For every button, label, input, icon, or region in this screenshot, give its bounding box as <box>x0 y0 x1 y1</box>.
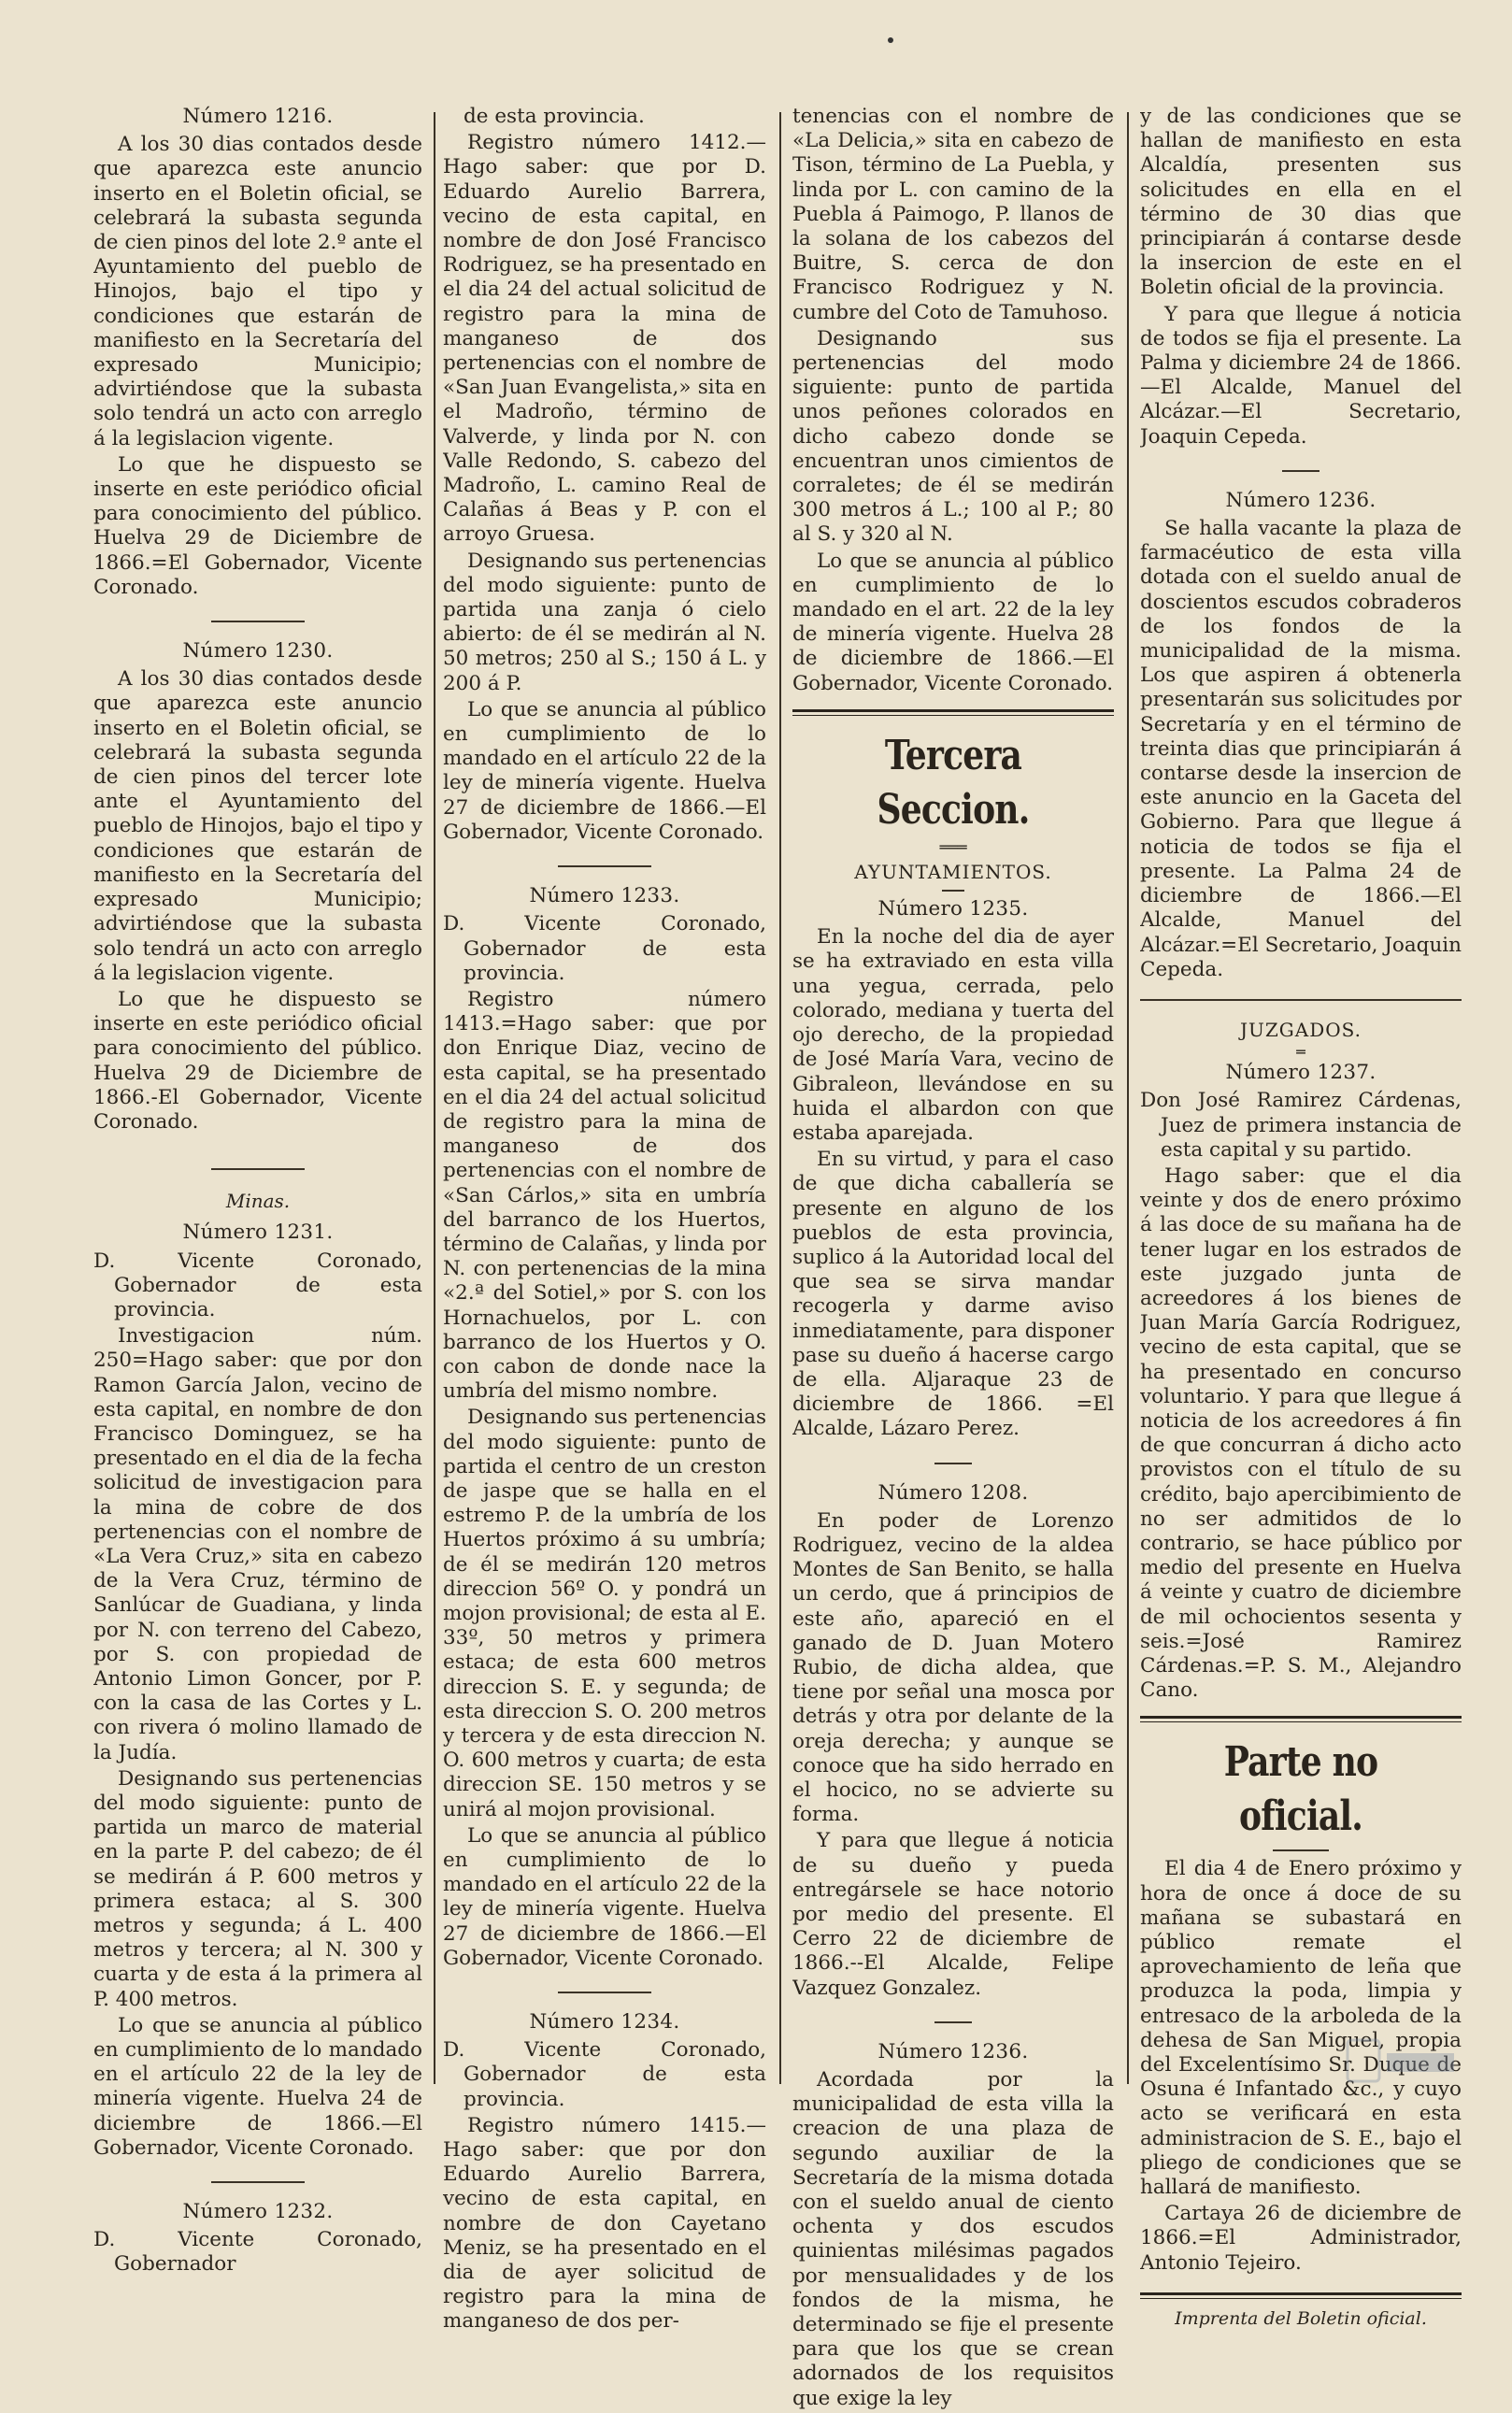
separator <box>211 2181 305 2183</box>
separator <box>942 890 964 892</box>
notice-number: Número 1230. <box>182 639 334 664</box>
ink-dot <box>888 37 893 43</box>
separator <box>934 1463 972 1464</box>
section-subheading: Minas. <box>225 1190 291 1213</box>
notice-paragraph: En la noche del dia de ayer se ha extraviado en esta villa una yegua, cerrada, pelo colorado, mediana y tuerta del ojo derecho, de la propiedad de José María Vara, vecino de Gibraleon, llevándose en su huida el albardon con que estaba aparejada. <box>792 925 1114 1145</box>
notice-heading: D. Vicente Coronado, Gobernador de esta provincia. <box>443 2038 766 2111</box>
column-2 <box>443 105 766 2336</box>
notice-number: Número 1237. <box>1225 1061 1376 1085</box>
notice-paragraph: Designando sus pertenencias del modo siguiente: punto de partida unos peñones colorados en dicho cabezo donde se encuentran unos cimientos de corraletes; de él se medirán 300 metros á L.; 100 al P.; 80 al S. y 320 al N. <box>792 326 1114 547</box>
notice-paragraph: A los 30 dias contados desde que aparezca este anuncio inserto en el Boletin oficial, se celebrará la subasta segunda de cien pinos del lote 2.º ante el Ayuntamiento del pueblo de Hinojos, bajo el tipo y condiciones que estarán de manifiesto en la Secretaría del expresado Municipio; advirtiéndose que la subasta solo tendrá un acto con arreglo á la legislacion vigente. <box>93 133 422 450</box>
notice-number: Número 1208. <box>877 1480 1029 1505</box>
ornament: ═══ <box>939 837 967 856</box>
notice-paragraph: Registro número 1413.=Hago saber: que por don Enrique Diaz, vecino de esta capital, se ha presentado en el dia 24 del actual solicitud de registro para la mina de manganeso de dos pertenencias con el nombre de «San Cárlos,» sita en umbría del barranco de los Huertos, término de Calañas, y linda por N. con pertenencias de la mina «2.ª del Sotiel,» por S. con los Hornachuelos, por L. con barranco de los Huertos y O. con cabon de donde nace la umbría del mismo nombre. <box>443 987 766 1404</box>
printer-footer: Imprenta del Boletin oficial. <box>1175 2307 1427 2329</box>
notice-number: Número 1234. <box>529 2010 680 2035</box>
separator <box>211 1168 305 1170</box>
double-rule <box>1140 1716 1462 1722</box>
notice-number: Número 1231. <box>182 1221 334 1245</box>
column-rule <box>1127 112 1129 2084</box>
section-subheading: AYUNTAMIENTOS. <box>854 860 1052 883</box>
notice-number: Número 1235. <box>877 897 1029 921</box>
notice-paragraph: Designando sus pertenencias del modo siguiente: punto de partida una zanja ó cielo abierto: de él se medirán al N. 50 metros; 250 al S.; 150 á L. y 200 á P. <box>443 549 766 695</box>
notice-paragraph: Lo que se anuncia al público en cumplimiento de lo mandado en el artículo 22 de la ley de minería vigente. Huelva 27 de diciembre de 1866.—El Gobernador, Vicente Coronado. <box>443 697 766 844</box>
notice-number: Número 1232. <box>182 2200 334 2224</box>
notice-number: Número 1236. <box>1225 488 1376 512</box>
notice-heading: D. Vicente Coronado, Gobernador <box>93 2228 422 2277</box>
column-4 <box>1140 105 1462 2331</box>
notice-paragraph: Investigacion núm. 250=Hago saber: que por don Ramon García Jalon, vecino de esta capital, en nombre de don Francisco Dominguez, se ha presentado en el dia de la fecha solicitud de investigacion para la mina de cobre de dos pertenencias con el nombre de «La Vera Cruz,» sita en cabezo de la Vera Cruz, término de Sanlúcar de Guadiana, y linda por N. con terreno del Cabezo, por S. con propiedad de Antonio Limon Goncer, por P. con la casa de las Cortes y L. con rivera ó molino llamado de la Judía. <box>93 1324 422 1764</box>
separator <box>1282 470 1319 472</box>
column-3 <box>792 105 1114 2413</box>
notice-heading: de esta provincia. <box>464 105 645 128</box>
notice-paragraph: tenencias con el nombre de «La Delicia,» sita en cabezo de Tison, término de La Puebla, y linda por L. con camino de la Puebla á Paimogo, P. llanos de la solana de los cabezos del Buitre, S. cerca de don Francisco Rodriguez y N. cumbre del Coto de Tamuhoso. <box>792 105 1114 324</box>
double-rule <box>792 709 1114 716</box>
notice-number: Número 1236. <box>877 2039 1029 2063</box>
notice-paragraph: Cartaya 26 de diciembre de 1866.=El Administrador, Antonio Tejeiro. <box>1140 2202 1462 2275</box>
notice-paragraph: Lo que he dispuesto se inserte en este periódico oficial para conocimiento del público. Huelva 29 de Diciembre de 1866.=El Gobernador, Vicente Coronado. <box>93 452 422 599</box>
notice-paragraph: Y para que llegue á noticia de su dueño y pueda entregársele se hace notorio por medio del presente. El Cerro 22 de diciembre de 1866.--El Alcalde, Felipe Vazquez Gonzalez. <box>792 1829 1114 2000</box>
notice-paragraph: Se halla vacante la plaza de farmacéutico de esta villa dotada con el sueldo anual de doscientos escudos cobraderos de los fondos de la municipalidad de la misma. Los que aspiren á obtenerla presentarán sus solicitudes por Secretaría y en el término de treinta dias que principiarán á contarse desde la insercion de este anuncio en la Gaceta del Gobierno. Para que llegue á noticia de todos se fija el presente. La Palma 24 de diciembre de 1866.—El Alcalde, Manuel del Alcázar.=El Secretario, Joaquin Cepeda. <box>1140 517 1462 981</box>
notice-paragraph: Lo que se anuncia al público en cumplimiento de lo mandado en el art. 22 de la ley de minería vigente. Huelva 28 de diciembre de 1866.—El Gobernador, Vicente Coronado. <box>792 549 1114 695</box>
watermark-emblem <box>1346 2033 1458 2089</box>
notice-paragraph: El dia 4 de Enero próximo y hora de once á doce de su mañana se subastará en público remate el aprovechamiento de leña que produzca la poda, limpia y entresaco de la arboleda de la dehesa de San Miguel, propia del Excelentísimo Sr. Duque de Osuna é Infantado &c., y cuyo acto se verificará en esta administracion de S. E., bajo el pliego de condiciones que se hallará de manifiesto. <box>1140 1857 1462 2200</box>
notice-paragraph: Y para que llegue á noticia de todos se fija el presente. La Palma y diciembre 24 de 1866.—El Alcalde, Manuel del Alcázar.—El Secretario, Joaquin Cepeda. <box>1140 302 1462 449</box>
notice-paragraph: Lo que he dispuesto se inserte en este periódico oficial para conocimiento del público. Huelva 29 de Diciembre de 1866.-El Gobernador, Vicente Coronado. <box>93 987 422 1134</box>
notice-paragraph: y de las condiciones que se hallan de manifiesto en esta Alcaldía, presenten sus solicitudes en ella en el término de 30 dias que principiarán á contarse desde la insercion de este en el Boletin oficial de la provincia. <box>1140 105 1462 300</box>
notice-number: Número 1233. <box>529 884 680 908</box>
column-rule <box>434 112 435 2084</box>
notice-paragraph: Designando sus pertenencias del modo siguiente: punto de partida el centro de un creston de jaspe que se halla en el estremo P. de la umbría de los Huertos próximo á su umbría; de él se medirán 120 metros direccion 56º O. y pondrá un mojon provisional; de esta al E. 33º, 50 metros y primera estaca; de esta 600 metros direccion S. E. y segunda; de esta direccion S. O. 200 metros y tercera y de esta direccion N. O. 600 metros y cuarta; de esta direccion SE. 150 metros y se unirá al mojon provisional. <box>443 1406 766 1821</box>
notice-paragraph: Acordada por la municipalidad de esta villa la creacion de una plaza de segundo auxiliar de la Secretaría de la misma dotada con el sueldo anual de ciento ochenta y dos escudos quinientas milésimas pagados por mensualidades y de los fondos de la misma, he determinado se fije el presente para que los que se crean adornados de los requisitos que exige la ley <box>792 2068 1114 2410</box>
notice-paragraph: Lo que se anuncia al público en cumplimiento de lo mandado en el artículo 22 de la ley de minería vigente. Huelva 24 de diciembre de 1866.—El Gobernador, Vicente Coronado. <box>93 2013 422 2160</box>
separator <box>1273 1849 1329 1851</box>
separator <box>558 865 651 867</box>
notice-heading: D. Vicente Coronado, Gobernador de esta provincia. <box>443 912 766 985</box>
column-1 <box>93 103 422 2279</box>
notice-heading: Don José Ramirez Cárdenas, Juez de primera instancia de esta capital y su partido. <box>1140 1089 1462 1162</box>
notice-paragraph: En poder de Lorenzo Rodriguez, vecino de la aldea Montes de San Benito, se halla un cerdo, que á principios de este año, apareció en el ganado de D. Juan Motero Rubio, de dicha aldea, que tiene por señal una mosca por detrás y otra por delante de la oreja derecha; y aunque se conoce que ha sido herrado en el hocico, no se advierte su forma. <box>792 1508 1114 1827</box>
notice-paragraph: En su virtud, y para el caso de que dicha caballería se presente en alguno de los pueblos de esta provincia, suplico á la Autoridad local del que sea se sirva mandar recogerla y darme aviso inmediatamente, para disponer pase su dueño á hacerse cargo de ella. Aljaraque 23 de diciembre de 1866. =El Alcalde, Lázaro Perez. <box>792 1148 1114 1441</box>
notice-paragraph: Registro número 1412.—Hago saber: que por D. Eduardo Aurelio Barrera, vecino de esta capital, en nombre de don José Francisco Rodriguez, se ha presentado en el dia 24 del actual solicitud de registro para la mina de manganeso de dos pertenencias con el nombre de «San Juan Evangelista,» sita en el Madroño, término de Valverde, y linda por N. con Valle Redondo, S. cabezo del Madroño, L. camino Real de Calañas á Beas y P. con el arroyo Gruesa. <box>443 131 766 547</box>
separator <box>934 2021 972 2023</box>
double-rule <box>1140 2292 1462 2299</box>
section-subheading: JUZGADOS. <box>1240 1018 1362 1041</box>
notice-paragraph: A los 30 dias contados desde que aparezca este anuncio inserto en el Boletin oficial, se celebrará la subasta segunda de cien pinos del tercer lote ante el Ayuntamiento del pueblo de Hinojos, bajo el tipo y condiciones que estarán de manifiesto en la Secretaría del expresado Municipio; advirtiéndose que la subasta solo tendrá un acto con arreglo á la legislacion vigente. <box>93 667 422 985</box>
section-title: Parte no oficial. <box>1223 1738 1378 1841</box>
notice-number: Número 1216. <box>182 105 334 128</box>
section-title: Tercera Seccion. <box>877 731 1030 834</box>
notice-paragraph: Registro número 1415.—Hago saber: que por don Eduardo Aurelio Barrera, vecino de esta capital, en nombre de don Cayetano Meniz, se ha presentado en el dia de ayer solicitud de registro para la mina de manganeso de dos per- <box>443 2113 766 2334</box>
separator <box>1140 999 1462 1001</box>
separator <box>211 621 305 622</box>
column-rule <box>779 112 781 2084</box>
notice-paragraph: Hago saber: que el dia veinte y dos de enero próximo á las doce de su mañana ha de tener lugar en los estrados de este juzgado junta de acreedores á los bienes de Juan María García Rodriguez, vecino de esta capital, que se ha presentado en concurso voluntario. Y para que llegue á noticia de los acreedores á fin de que concurran á dicho acto provistos con el título de su crédito, bajo apercibimiento de no ser admitidos de lo contrario, se hace público por medio del presente en Huelva á veinte y cuatro de diciembre de mil ochocientos sesenta y seis.=José Ramirez Cárdenas.=P. S. M., Alejandro Cano. <box>1140 1164 1462 1703</box>
notice-paragraph: Designando sus pertenencias del modo siguiente: punto de partida un marco de material en la parte P. del cabezo; de él se medirán á P. 600 metros y primera estaca; al S. 300 metros y segunda; á L. 400 metros y tercera; al N. 300 y cuarta y de esta á la primera al P. 400 metros. <box>93 1766 422 2011</box>
separator <box>558 1992 651 1993</box>
notice-paragraph: Lo que se anuncia al público en cumplimiento de lo mandado en el artículo 22 de la ley de minería vigente. Huelva 27 de diciembre de 1866.—El Gobernador, Vicente Coronado. <box>443 1823 766 1970</box>
ornament: ═ <box>1296 1043 1305 1062</box>
notice-heading: D. Vicente Coronado, Gobernador de esta provincia. <box>93 1249 422 1321</box>
